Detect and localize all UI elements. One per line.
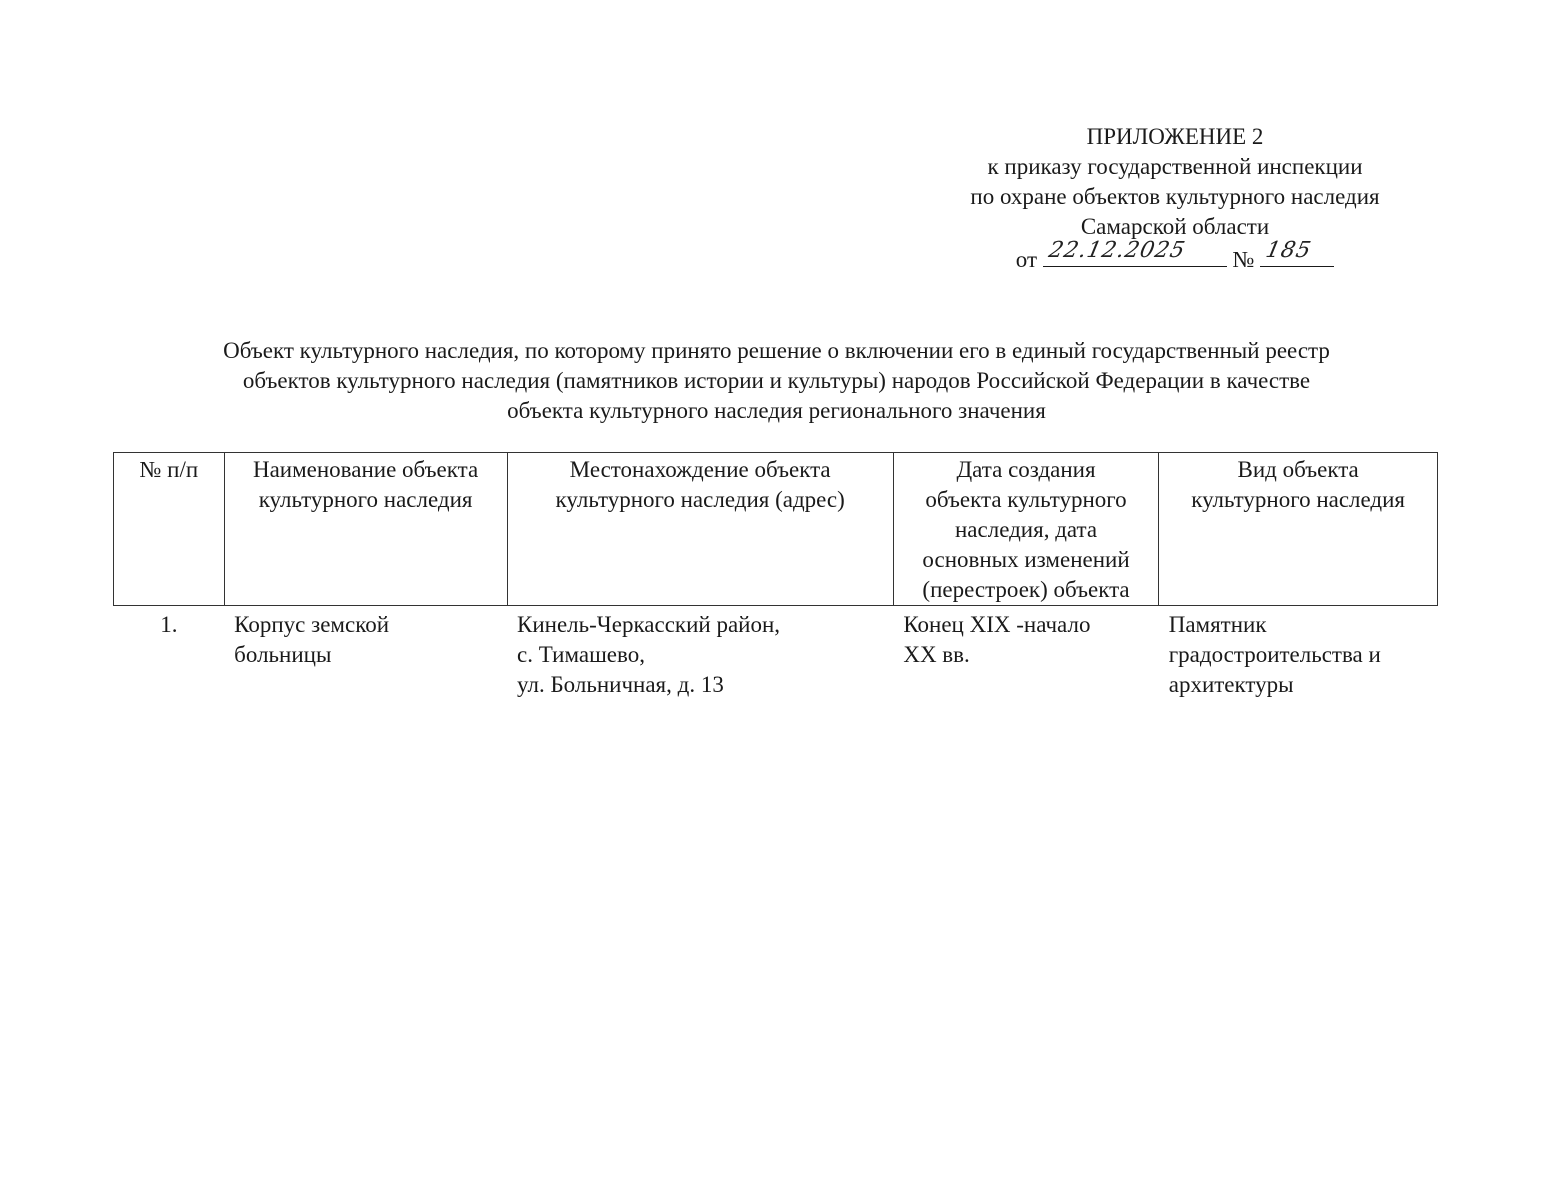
number-prefix: №	[1232, 247, 1255, 272]
handwritten-date: 22.12.2025	[1046, 238, 1188, 263]
column-header-number: № п/п	[114, 453, 225, 606]
handwritten-date-field	[1043, 238, 1227, 267]
appendix-line-2: по охране объектов культурного наследия	[970, 184, 1380, 209]
appendix-header	[920, 122, 1430, 272]
table-header-row	[114, 453, 1438, 606]
cell-kind: Памятник градостроительства и архитектуры	[1168, 612, 1381, 697]
appendix-line-1: к приказу государственной инспекции	[987, 154, 1363, 179]
column-header-name: Наименование объекта культурного наследия	[224, 453, 507, 606]
column-header-kind: Вид объекта культурного наследия	[1159, 453, 1438, 606]
appendix-line-3: Самарской области	[1080, 214, 1270, 239]
date-prefix: от	[1015, 247, 1038, 272]
order-date-line	[920, 238, 1430, 272]
cell-number: 1.	[160, 612, 178, 637]
heritage-table	[113, 452, 1438, 700]
cell-name: Корпус земской больницы	[234, 612, 390, 667]
cell-date: Конец XIX -начало XX вв.	[903, 612, 1091, 667]
handwritten-number: 185	[1263, 238, 1314, 263]
column-header-address: Местонахождение объекта культурного наследия (адрес)	[507, 453, 893, 606]
table-row	[114, 606, 1438, 701]
handwritten-number-field	[1260, 238, 1334, 267]
cell-address: Кинель-Черкасский район, с. Тимашево, ул. Больничная, д. 13	[517, 612, 781, 697]
column-header-date: Дата создания объекта культурного наследия, дата основных изменений (перестроек) объекта	[893, 453, 1158, 606]
appendix-title: ПРИЛОЖЕНИЕ 2	[1086, 124, 1264, 149]
document-title: Объект культурного наследия, по которому принято решение о включении его в единый государственный реестр объектов культурного наследия (памятников истории и культуры) народов Российской Федерации в качестве объекта культурного наследия регионального значения	[223, 338, 1330, 423]
